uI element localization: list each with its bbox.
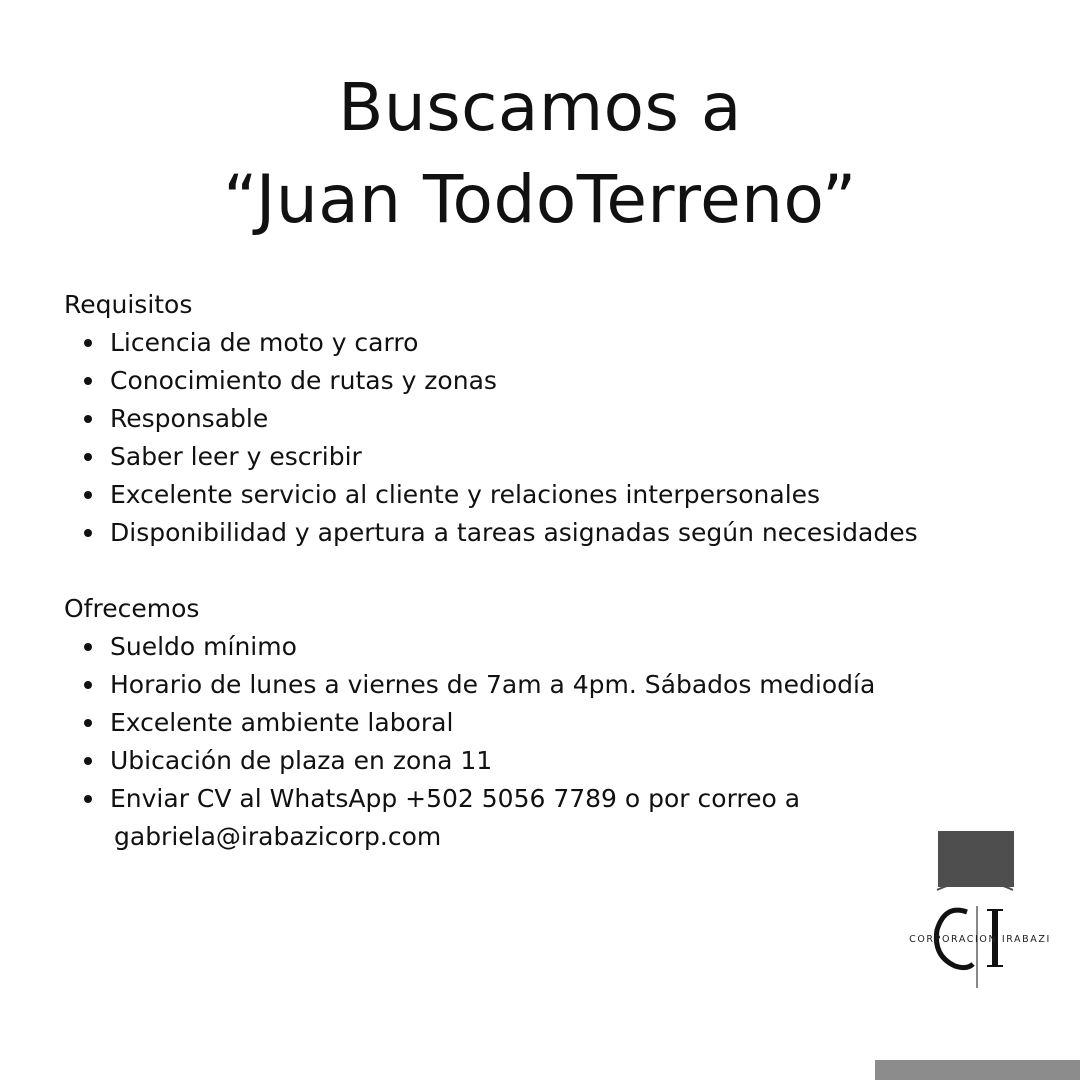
ofrecemos-heading: Ofrecemos [64, 594, 200, 623]
list-item: Disponibilidad y apertura a tareas asignadas según necesidades [64, 514, 1044, 552]
title-line-1: Buscamos a [338, 69, 742, 146]
requisitos-heading: Requisitos [64, 290, 193, 319]
job-description [64, 286, 1044, 856]
contact-text: Enviar CV al WhatsApp +502 5056 7789 o por correo a [110, 784, 801, 813]
list-item: Licencia de moto y carro [64, 324, 1044, 362]
list-item: Horario de lunes a viernes de 7am a 4pm. Sábados mediodía [64, 666, 1044, 704]
company-logo [890, 828, 1070, 998]
email-address: gabriela@irabazicorp.com [114, 822, 442, 851]
ofrecemos-list [64, 628, 1044, 856]
list-item: Excelente servicio al cliente y relaciones interpersonales [64, 476, 1044, 514]
list-item: Responsable [64, 400, 1044, 438]
title-line-2: “Juan TodoTerreno” [223, 161, 857, 238]
company-name: CORPORACION IRABAZI [909, 934, 1051, 945]
bottom-accent-bar [875, 1060, 1080, 1080]
list-item: Excelente ambiente laboral [64, 704, 1044, 742]
section-spacer [64, 552, 1044, 590]
requisitos-list [64, 324, 1044, 552]
list-item: Sueldo mínimo [64, 628, 1044, 666]
page-title [0, 62, 1080, 246]
logo-block [938, 831, 1014, 887]
list-item: Ubicación de plaza en zona 11 [64, 742, 1044, 780]
list-item: Saber leer y escribir [64, 438, 1044, 476]
list-item: Conocimiento de rutas y zonas [64, 362, 1044, 400]
